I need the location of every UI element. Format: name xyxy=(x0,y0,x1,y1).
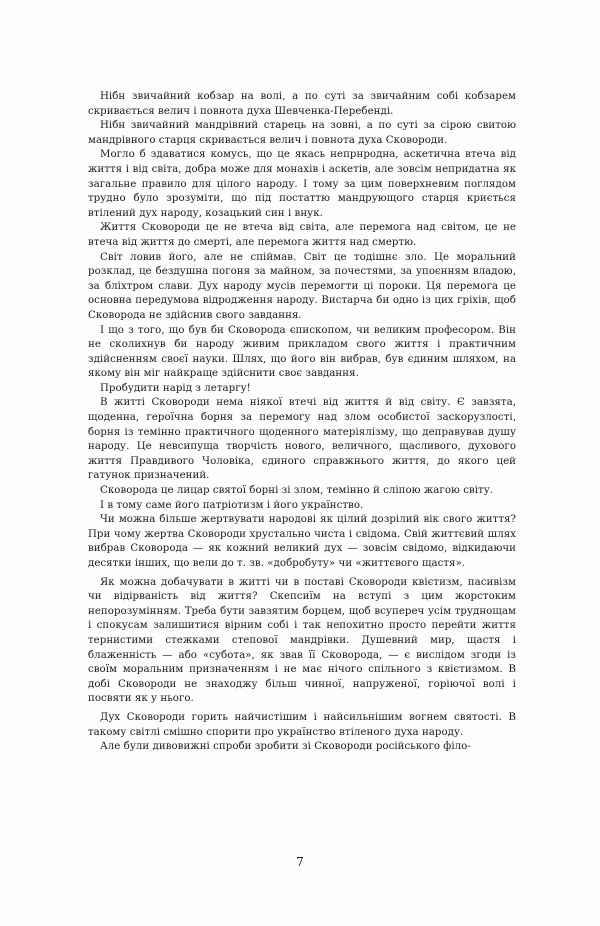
paragraph-13: Дух Сковороди горить найчистішим і найсильнішим вогнем святості. В такому світлі смішно спорити про українство втіленого духа народу. xyxy=(88,711,516,738)
paragraph-5: Світ ловив його, але не спіймав. Світ це тодішнє зло. Це моральний розклад, це бездушна погоня за майном, за почестями, за упоєнням владою, за бліхтром слави. Дух народу мусів перемогти ці пороки. Ця перемога це основна передумова відродження народу. Вистарча би одно із цих гріхів, щоб Сковорода не здійснив свого завдання. xyxy=(88,251,516,321)
paragraph-14: Але були дивовижні спроби зробити зі Сковороди російського філо- xyxy=(100,741,471,753)
paragraph-9: Сковорода це лицар святої борні зі злом, темінно й сліпою жагою світу. xyxy=(100,485,494,497)
paragraph-8: В житті Сковороди нема ніякої втечі від життя й від світу. Є завзята, щоденна, героїчна борня за перемогу над злом особистої заскорузлості, борня із темінно практичного щоденного матеріялізму, що деправував душу народу. Це невсипуща творчість нового, величного, щасливого, духового життя Правдивого Чоловіка, єдиного справжнього життя, до якого цей гатунок призначений. xyxy=(88,397,516,482)
page-number: 7 xyxy=(296,855,304,869)
paragraph-7: Пробудити нарід з летаргу! xyxy=(100,382,251,394)
paragraph-11: Чи можна більше жертвувати народові як цілий дозрілий вік свого життя? При чому жертва Сковороди хрустально чиста і свідома. Свій життєвий шлях вибрав Сковорода — як кожний великий дух — зовсім свідомо, відкидаючи десятки інших, що вели до т. зв. «добробуту» чи «життєвого щастя». xyxy=(88,514,516,569)
paragraph-2: Нібн звичайний мандрівний старець на зовні, а по суті за сірою свитою мандрівного старця скривається велич і повнота духа Сковороди. xyxy=(88,120,516,146)
paragraph-4: Життя Сковороди це не втеча від світа, але перемога над світом, це не втеча від життя до смерті, але перемога життя над смертю. xyxy=(88,222,516,248)
paragraph-6: І що з того, що був би Сковорода єпископом, чи великим професором. Він не сколихнув би народу живим прикладом свого життя і практичним здійсненням своєї науки. Шлях, що його він вибрав, був єдиним шляхом, на якому він міг найкраще здійснити своє завдання. xyxy=(88,324,516,380)
paragraph-10: І в тому саме його патріотизм і його українство. xyxy=(100,499,364,511)
paragraph-3: Могло б здаватися комусь, що це якась непрнродна, аскетична втеча від життя і від світа, добра може для монахів і аскетів, але зовсім непридатна як загальне правило для цілого народу. І тому за цим поверхневим поглядом трудно було зрозуміти, що під постаттю мандрующого старця криється втілений дух народу, козацький син і внук. xyxy=(88,149,516,219)
paragraph-1: Нібн звичайний кобзар на волі, а по суті за звичайним собі кобзарем скривається велич і повнота духа Шевченка-Перебенді. xyxy=(88,91,516,117)
body-text xyxy=(88,90,516,755)
paragraph-12: Як можна добачувати в житті чи в поставі Сковороди квієтизм, пасивізм чи відірваність від життя? Скепсиїм на вступі з цим жорстоким непорозумінням. Треба бути завзятим борцем, щоб всупереч усім труднощам і спокусам залишитися вірним собі і так непохитно просто перейти життя тернистими стежками степової мандрівки. Душевний мир, щастя і блаженність — або «субота», як звав її Сковорода, — є вислідом згоди із своїм моральним призначенням і не має нічого спільного з квієтизмом. В добі Сковороди не знаходжу більш чинної, напруженої, горіючої волі і посвяти як у нього. xyxy=(88,576,516,705)
